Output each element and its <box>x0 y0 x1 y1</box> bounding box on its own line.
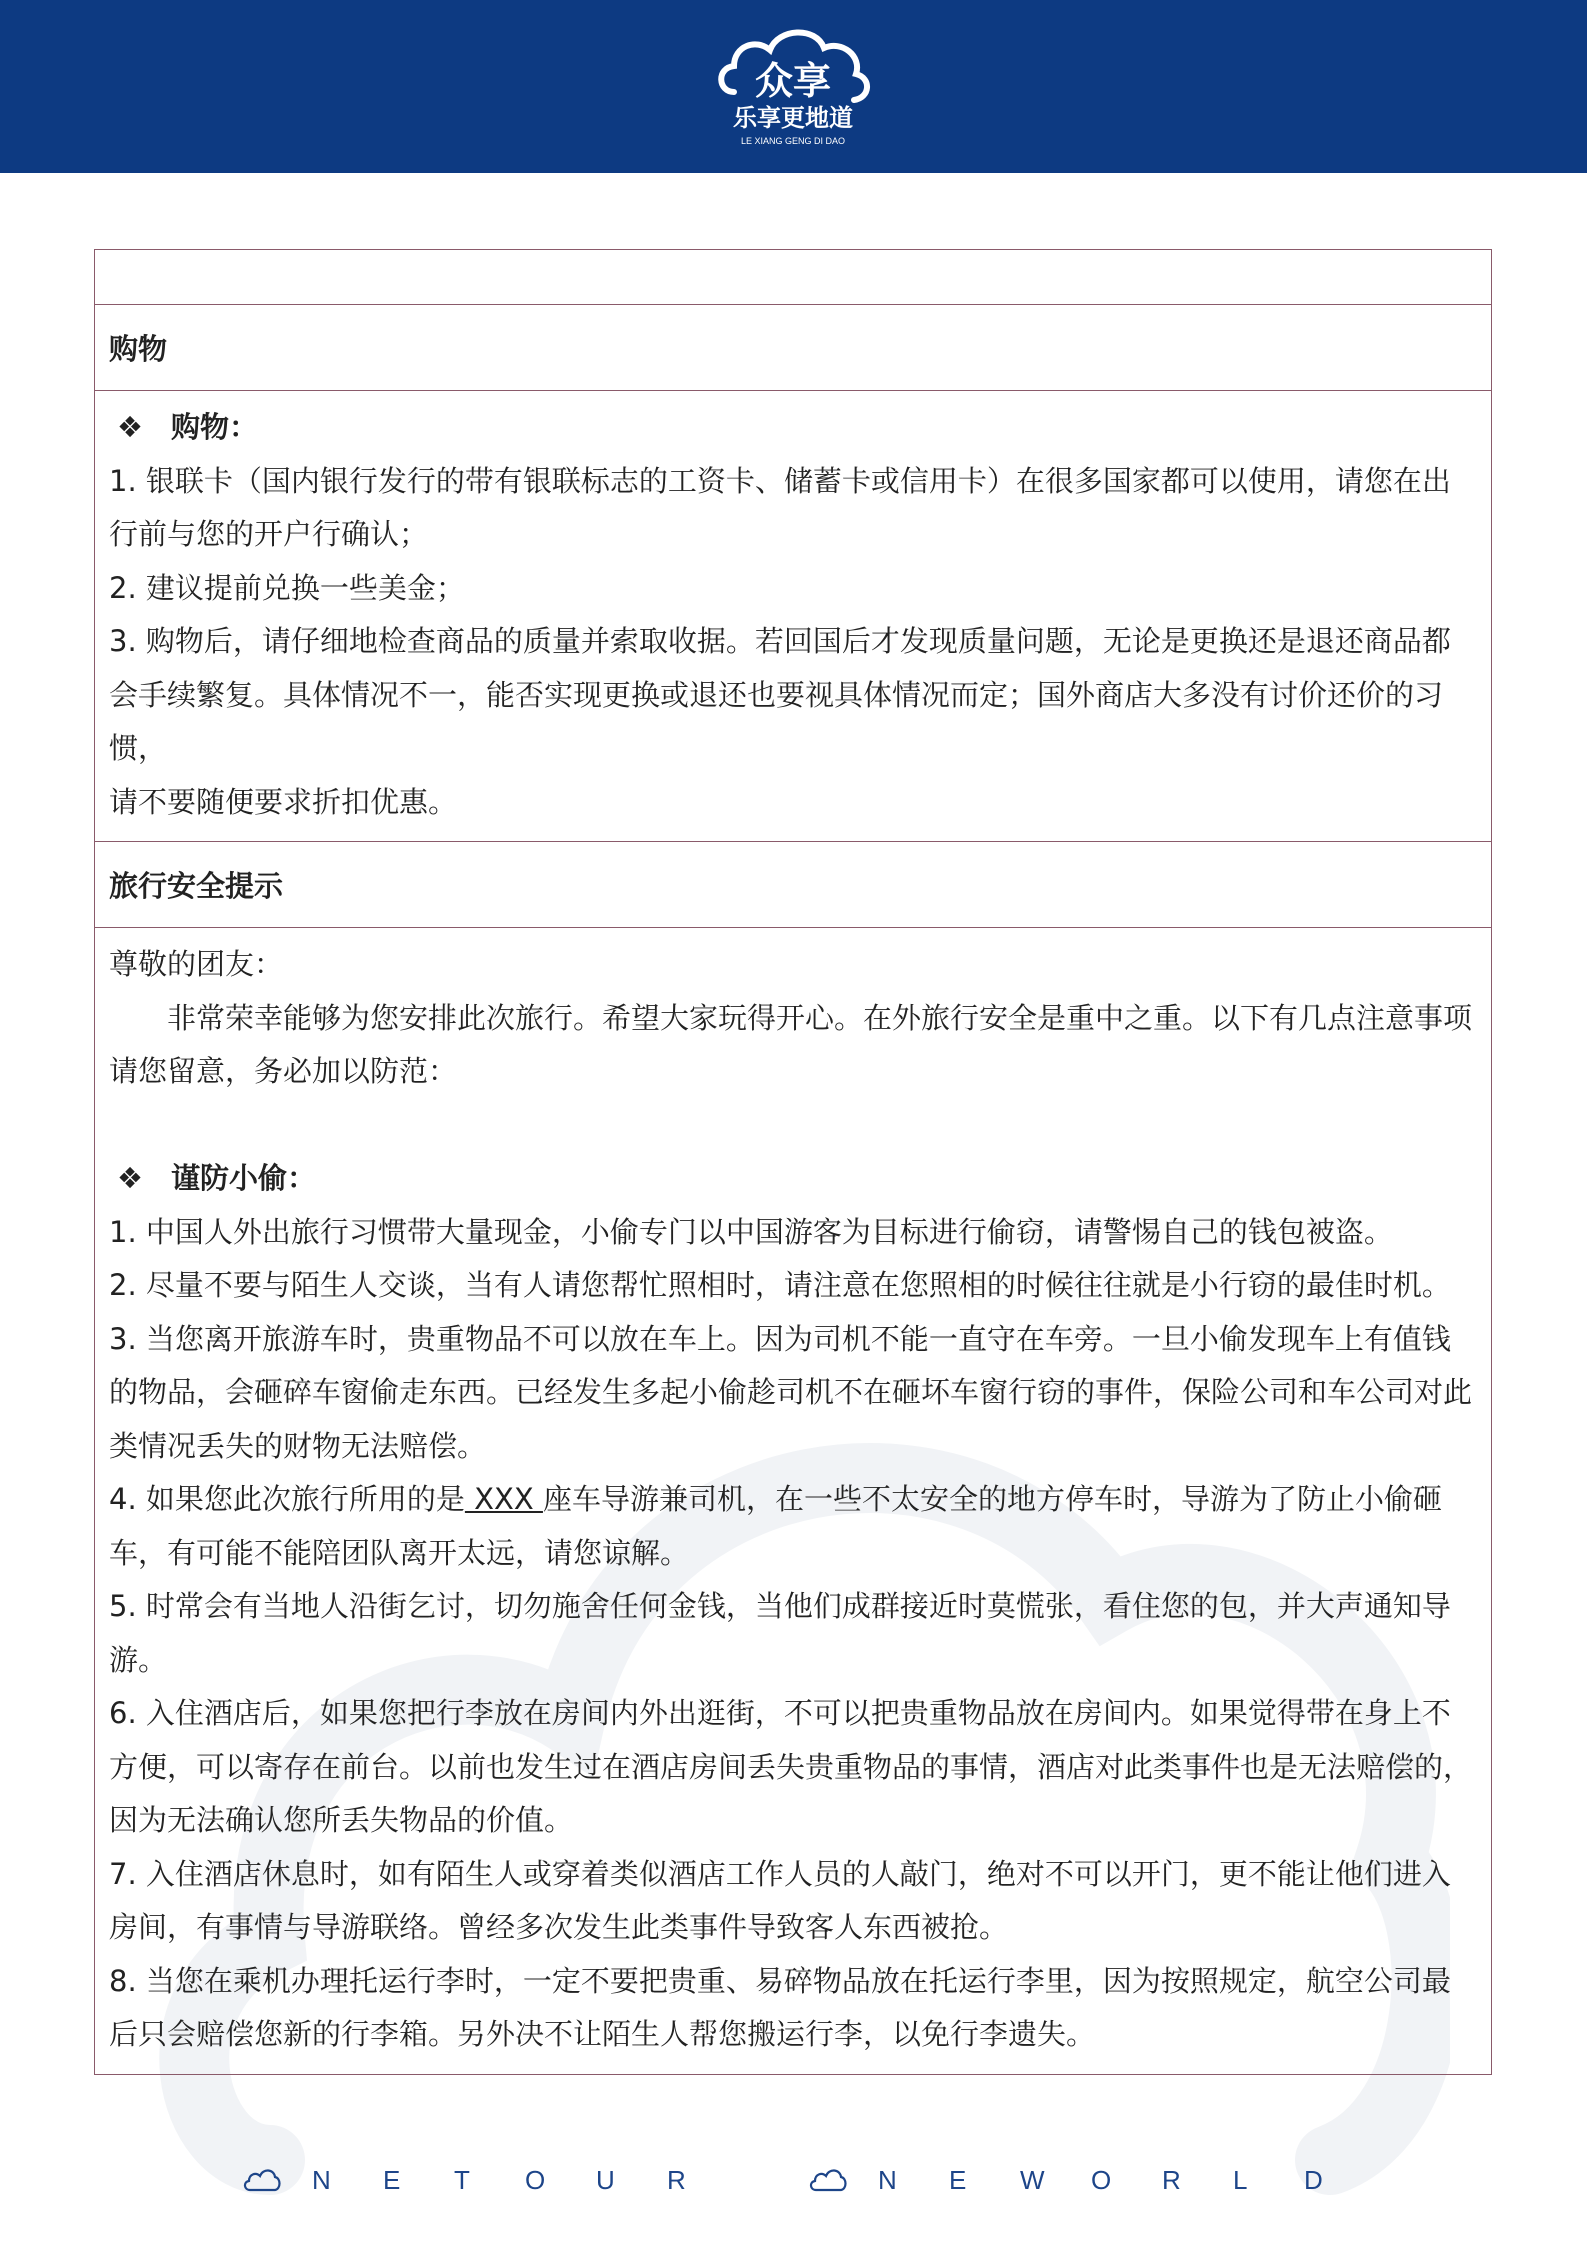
text-line: 游。 <box>109 1642 168 1677</box>
footer-letter: E <box>383 2164 401 2195</box>
shopping-content <box>95 391 1491 842</box>
spacer <box>109 1099 1477 1153</box>
text-line: 2. 尽量不要与陌生人交谈，当有人请您帮忙照相时，请注意在您照相的时候往往就是小行窃的最佳时机。 <box>109 1268 1451 1302</box>
section-heading-shopping <box>95 305 1491 391</box>
text-line: 1. 中国人外出旅行习惯带大量现金，小偷专门以中国游客为目标进行偷窃，请警惕自己的钱包被盗。 <box>109 1214 1393 1249</box>
text-line: 5. 时常会有当地人沿街乞讨，切勿施舍任何金钱，当他们成群接近时莫慌张，看住您的包，并大声通知导 <box>109 1589 1451 1623</box>
text-line: 8. 当您在乘机办理托运行李时，一定不要把贵重、易碎物品放在托运行李里，因为按照规定，航空公司最 <box>109 1963 1451 1998</box>
footer-letter: T <box>454 2164 470 2195</box>
text-line: 行前与您的开户行确认； <box>109 517 429 551</box>
footer-letter: R <box>667 2164 686 2195</box>
shopping-subheading: ❖ 购物： <box>109 401 1477 455</box>
section-title: 购物 <box>109 332 168 366</box>
safety-content <box>95 928 1491 2074</box>
text-line: 房间，有事情与导游联络。曾经多次发生此类事件导致客人东西被抢。 <box>109 1910 1009 1944</box>
logo-sub-text: 乐享更地道 <box>733 104 853 132</box>
footer-letter: N <box>312 2164 331 2195</box>
footer-letter: D <box>1304 2164 1323 2195</box>
text-line: 的物品，会砸碎车窗偷走东西。已经发生多起小偷趁司机不在砸坏车窗行窃的事件，保险公司和车公司对此 <box>109 1375 1473 1409</box>
greeting: 尊敬的团友： <box>109 947 284 981</box>
footer-onetour <box>242 2160 738 2200</box>
document-table <box>94 249 1492 2075</box>
page-footer <box>0 2160 1587 2200</box>
safety-subheading: ❖ 谨防小偷： <box>109 1152 1477 1206</box>
footer-letter: O <box>525 2164 546 2195</box>
empty-top-row <box>95 250 1491 305</box>
section-title: 旅行安全提示 <box>109 869 284 903</box>
text-line: 类情况丢失的财物无法赔偿。 <box>109 1428 487 1463</box>
text-line: 方便，可以寄存在前台。以前也发生过在酒店房间丢失贵重物品的事情，酒店对此类事件也是无法赔偿的， <box>109 1749 1473 1784</box>
text-line: 3. 当您离开旅游车时，贵重物品不可以放在车上。因为司机不能一直守在车旁。一旦小偷发现车上有值钱 <box>109 1321 1451 1356</box>
text-line: 2. 建议提前兑换一些美金； <box>109 570 465 605</box>
footer-letter: N <box>878 2164 897 2195</box>
company-logo <box>712 22 874 152</box>
intro-line: 请您留意，务必加以防范： <box>109 1054 458 1088</box>
text-line: 1. 银联卡（国内银行发行的带有银联标志的工资卡、储蓄卡或信用卡）在很多国家都可以使用，请您在出 <box>109 463 1451 498</box>
text-line: 3. 购物后，请仔细地检查商品的质量并索取收据。若回国后才发现质量问题，无论是更换还是退还商品都 <box>109 624 1451 658</box>
section-heading-safety <box>95 842 1491 928</box>
page-header <box>0 0 1587 173</box>
footer-letter: R <box>1162 2164 1181 2195</box>
footer-oneworld <box>808 2160 1375 2200</box>
text-line: 7. 入住酒店休息时，如有陌生人或穿着类似酒店工作人员的人敲门，绝对不可以开门，更不能让他们进入 <box>109 1856 1451 1891</box>
vehicle-seats-blank: XXX <box>464 1482 543 1516</box>
logo-pinyin-text: LE XIANG GENG DI DAO <box>740 136 846 146</box>
text-line-4: 4. 如果您此次旅行所用的是 XXX 座车导游兼司机，在一些不太安全的地方停车时，导游为了防止小偷砸 <box>109 1482 1442 1516</box>
footer-letter: L <box>1233 2164 1248 2195</box>
text-line: 会手续繁复。具体情况不一，能否实现更换或退还也要视具体情况而定；国外商店大多没有讨价还价的习惯， <box>109 677 1444 765</box>
footer-letter: E <box>949 2164 967 2195</box>
footer-letter: U <box>596 2164 615 2195</box>
footer-letter: O <box>1091 2164 1112 2195</box>
text-line: 后只会赔偿您新的行李箱。另外决不让陌生人帮您搬运行李，以免行李遗失。 <box>109 2017 1096 2051</box>
diamond-bullet-icon: ❖ <box>117 1161 143 1195</box>
text-line: 6. 入住酒店后，如果您把行李放在房间内外出逛街，不可以把贵重物品放在房间内。如果觉得带在身上不 <box>109 1696 1451 1730</box>
footer-letter: W <box>1020 2164 1045 2195</box>
logo-main-text: 众享 <box>754 59 832 103</box>
text-line: 车，有可能不能陪团队离开太远，请您谅解。 <box>109 1535 690 1570</box>
cloud-icon <box>808 2166 848 2194</box>
text-line: 因为无法确认您所丢失物品的价值。 <box>109 1803 574 1837</box>
cloud-icon <box>242 2166 282 2194</box>
text-line: 请不要随便要求折扣优惠。 <box>109 784 458 819</box>
diamond-bullet-icon: ❖ <box>117 410 143 444</box>
intro-line: 非常荣幸能够为您安排此次旅行。希望大家玩得开心。在外旅行安全是重中之重。以下有几点注意事项 <box>167 1000 1473 1035</box>
